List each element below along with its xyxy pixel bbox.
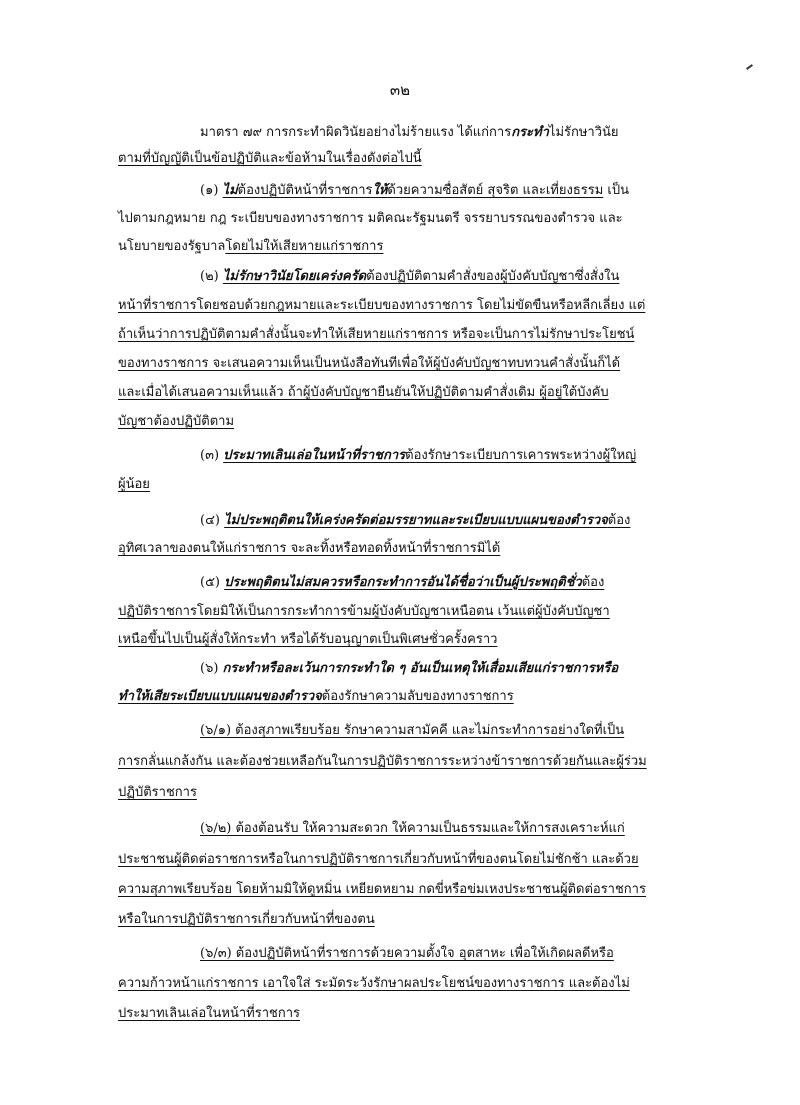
text-line-21: (๖/๑) ต้องสุภาพเรียบร้อย รักษาความสามัคคี และไม่กระทำการอย่างใดที่เป็น [200,723,625,738]
text-line-4: ไปตามกฎหมาย กฎ ระเบียบของทางราชการ มติคณะรัฐมนตรี จรรยาบรรณของตำรวจ และ [118,211,623,226]
text-line-15: อุทิศเวลาของตนให้แก่ราชการ จะละทิ้งหรือทอดทิ้งหน้าที่ราชการมิได้ [118,541,501,556]
text-line-7: หน้าที่ราชการโดยชอบด้วยกฎหมายและระเบียบของทางราชการ โดยไม่ขัดขืนหรือหลีกเลี่ยง แต่ [118,298,646,313]
text-line-6: (๒) ไม่รักษาวินัยโดยเคร่งครัดต้องปฏิบัติตามคำสั่งของผู้บังคับบัญชาซึ่งสั่งใน [200,269,620,284]
page-number: ๓๒ [389,81,411,99]
text-line-25: ประชาชนผู้ติดต่อราชการหรือในการปฏิบัติราชการเกี่ยวกับหน้าที่ของตนโดยไม่ชักช้า และด้วย [118,852,639,867]
text-line-26: ความสุภาพเรียบร้อย โดยห้ามมิให้ดูหมิ่น เหยียดหยาม กดขี่หรือข่มเหงประชาชนผู้ติดต่อราชการ [118,882,646,897]
text-line-13: ผู้น้อย [118,477,150,492]
text-line-27: หรือในการปฏิบัติราชการเกี่ยวกับหน้าที่ของตน [118,912,375,927]
text-line-10: และเมื่อได้เสนอความเห็นแล้ว ถ้าผู้บังคับบัญชายืนยันให้ปฏิบัติตามคำสั่งเดิม ผู้อยู่ใต้บังคับ [118,385,609,400]
text-line-19: (๖) กระทำหรือละเว้นการกระทำใด ๆ อันเป็นเหตุให้เสื่อมเสียแก่ราชการหรือ [200,661,619,676]
text-line-17: ปฏิบัติราชการโดยมิให้เป็นการกระทำการข้ามผู้บังคับบัญชาเหนือตน เว้นแต่ผู้บังคับบัญชา [118,604,610,619]
text-line-5: นโยบายของรัฐบาลโดยไม่ให้เสียหายแก่ราชการ [118,239,384,254]
text-line-12: (๓) ประมาทเลินเล่อในหน้าที่ราชการต้องรักษาระเบียบการเคารพระหว่างผู้ใหญ่ [200,448,637,463]
scan-mark [746,64,753,70]
text-line-14: (๔) ไม่ประพฤติตนให้เคร่งครัดต่อมรรยาทและระเบียบแบบแผนของตำรวจต้อง [200,513,631,528]
text-line-18: เหนือขึ้นไปเป็นผู้สั่งให้กระทำ หรือได้รับอนุญาตเป็นพิเศษชั่วครั้งคราว [118,632,498,647]
text-line-2: ตามที่บัญญัติเป็นข้อปฏิบัติและข้อห้ามในเรื่องดังต่อไปนี้ [118,151,422,166]
text-line-23: ปฏิบัติราชการ [118,785,197,800]
text-line-1: มาตรา ๗๙ การกระทำผิดวินัยอย่างไม่ร้ายแรง ได้แก่การกระทำไม่รักษาวินัย [200,125,619,140]
text-line-30: ประมาทเลินเล่อในหน้าที่ราชการ [118,1006,300,1021]
text-line-9: ของทางราชการ จะเสนอความเห็นเป็นหนังสือทันทีเพื่อให้ผู้บังคับบัญชาทบทวนคำสั่งนั้นก็ได้ [118,356,621,371]
text-line-28: (๖/๓) ต้องปฏิบัติหน้าที่ราชการด้วยความตั้งใจ อุตสาหะ เพื่อให้เกิดผลดีหรือ [200,946,614,961]
text-line-20: ทำให้เสียระเบียบแบบแผนของตำรวจต้องรักษาความลับของทางราชการ [118,689,514,704]
text-line-3: (๑) ไม่ต้องปฏิบัติหน้าที่ราชการให้ด้วยความซื่อสัตย์ สุจริต และเที่ยงธรรม เป็น [200,183,630,198]
text-line-29: ความก้าวหน้าแก่ราชการ เอาใจใส่ ระมัดระวังรักษาผลประโยชน์ของทางราชการ และต้องไม่ [118,976,630,991]
text-line-11: บัญชาต้องปฏิบัติตาม [118,414,235,429]
text-line-8: ถ้าเห็นว่าการปฏิบัติตามคำสั่งนั้นจะทำให้เสียหายแก่ราชการ หรือจะเป็นการไม่รักษาประโยชน์ [118,327,635,342]
text-line-22: การกลั่นแกล้งกัน และต้องช่วยเหลือกันในการปฏิบัติราชการระหว่างข้าราชการด้วยกันและผู้ร่วม [118,754,647,769]
text-line-16: (๕) ประพฤติตนไม่สมควรหรือกระทำการอันได้ชื่อว่าเป็นผู้ประพฤติชั่วต้อง [200,575,605,590]
text-line-24: (๖/๒) ต้องต้อนรับ ให้ความสะดวก ให้ความเป็นธรรมและให้การสงเคราะห์แก่ [200,821,625,836]
